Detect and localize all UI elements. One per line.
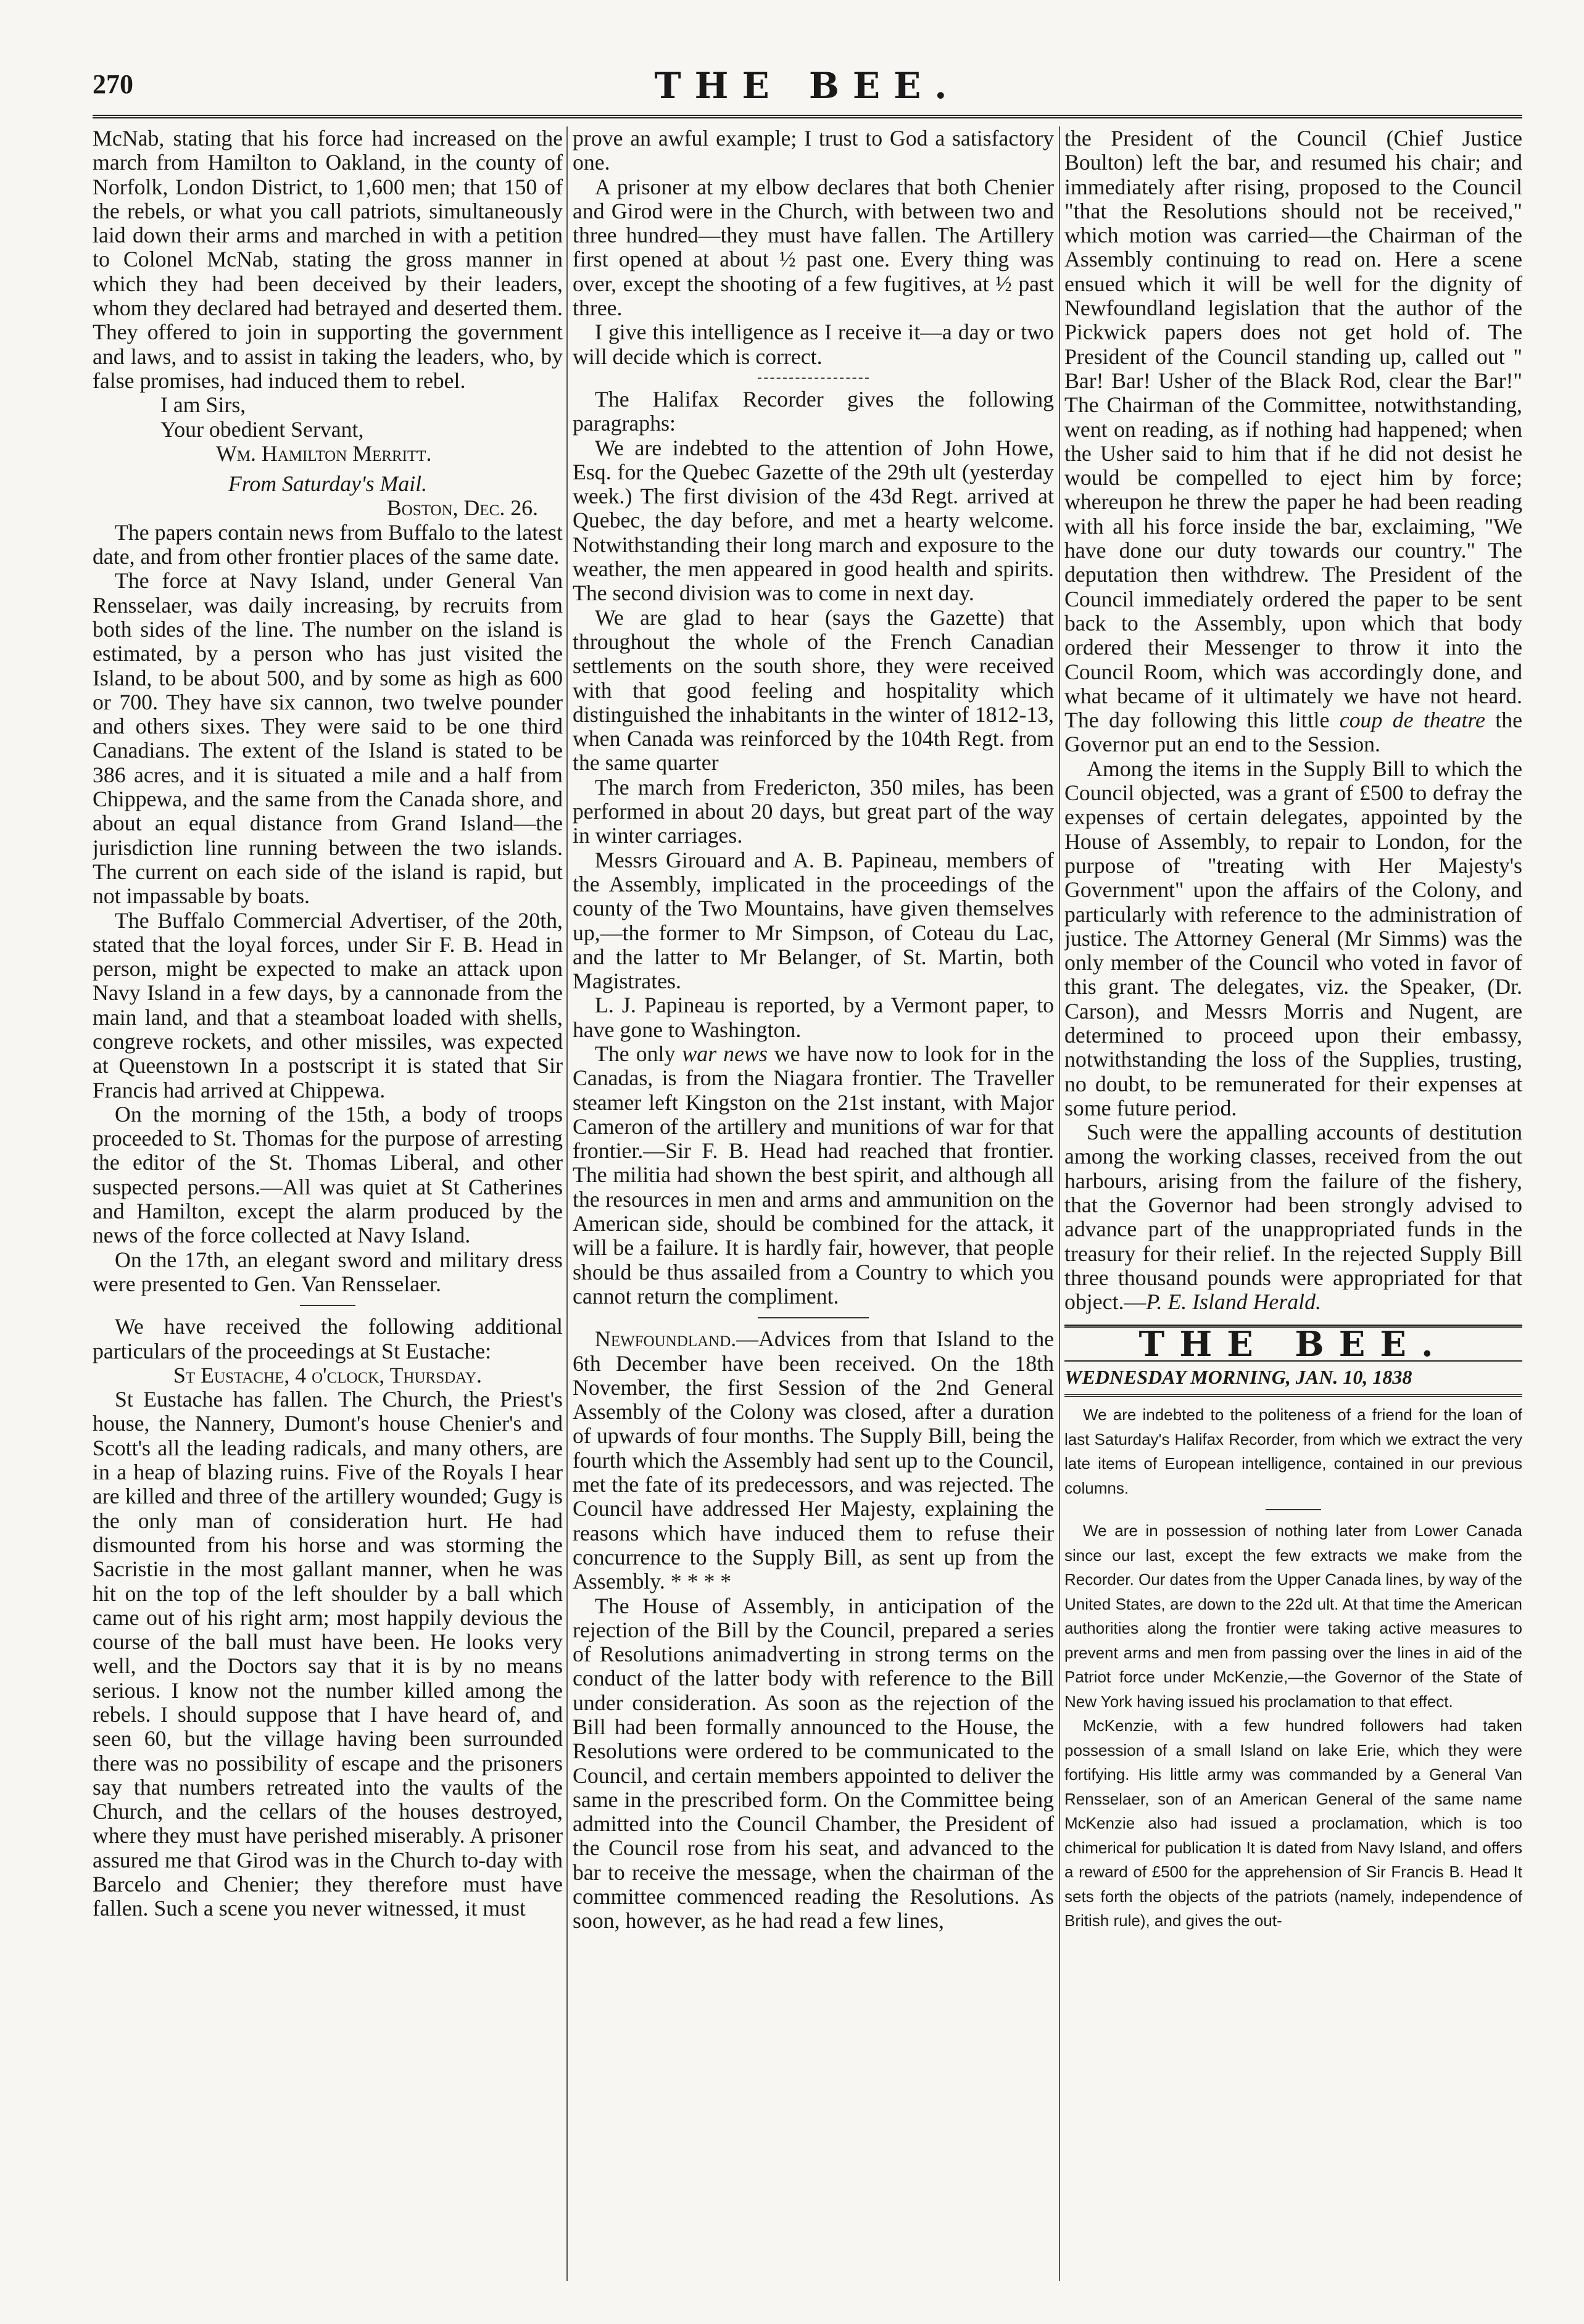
article-paragraph: The march from Fredericton, 350 miles, has been performed in about 20 days, but great part of the way in winter carriages. [573,774,1054,848]
emphasis-text: war news [682,1041,768,1066]
article-paragraph: prove an awful example; I trust to God a satisfactory one. [573,126,1054,175]
article-paragraph: Among the items in the Supply Bill to which the Council objected, was a grant of £500 to defray the expenses of certain delegates, appointed by the House of Assembly, to repair to London, for the purpose of "treating with Her Majesty's Government" upon the affairs of the Colony, and particularly with reference to the administration of justice. The Attorney General (Mr Simms) was the only member of the Council who voted in favor of this grant. The delegates, viz. the Speaker, (Dr. Carson), and Messrs Morris and Nugent, are determined to proceed upon their embassy, notwithstanding the loss of the Supplies, trusting, no doubt, to be remunerated for their expenses at some future period. [1064,756,1522,1120]
masthead [93,65,1522,108]
text-run: Such were the appalling accounts of destitution among the working classes, received from the out harbours, arising from the failure of the fishery, that the Governor had been strongly advised to advance part of the unappropriated funds in the treasury for their relief. In the rejected Supply Bill three thousand pounds were appropriated for that object.— [1064,1120,1522,1315]
column-2 [573,126,1054,2287]
separator-rule [758,1317,869,1318]
article-paragraph: L. J. Papineau is reported, by a Vermont paper, to have gone to Washington. [573,993,1054,1042]
emphasis-text: coup de theatre [1339,708,1485,733]
issue-dateline: WEDNESDAY MORNING, JAN. 10, 1838 [1064,1365,1522,1397]
column-3 [1064,126,1522,2287]
column-1 [93,126,563,2287]
article-lead: Newfoundland. [595,1326,737,1352]
separator-rule [1266,1509,1321,1510]
editorial-paragraph: We are in possession of nothing later from Lower Canada since our last, except the few extracts we make from the Recorder. Our dates from the Upper Canada lines, by way of the United States, are down to the 22d ult. At that time the American authorities along the frontier were taking active measures to prevent arms and men from passing over the lines in aid of the Patriot force under McKenzie,—the Governor of the State of New York having issued his proclamation to that effect. [1064,1521,1522,1711]
article-paragraph: We are glad to hear (says the Gazette) that throughout the whole of the French Canadian settlements on the south shore, they were received with that good feeling and hospitality which distinguished the inhabitants in the winter of 1812-13, when Canada was reinforced by the 104th Regt. from the same quarter [573,605,1054,775]
article-paragraph: The Halifax Recorder gives the following paragraphs: [573,386,1054,436]
column-rule [1059,126,1060,2281]
editorial-masthead: THE BEE. [1064,1325,1522,1362]
article-paragraph [573,1327,1054,1594]
journal-title: THE BEE. [654,65,961,107]
page-number: 270 [93,69,133,99]
letter-closing: I am Sirs, [160,392,246,418]
editorial-section [1064,1403,1522,1933]
letter-signature: Wm. Hamilton Merritt. [216,440,432,466]
dateline: St Eustache, 4 o'clock, Thursday. [173,1362,482,1387]
editorial-paragraph: We are indebted to the politeness of a friend for the loan of last Saturday's Halifax Recorder, from which we extract the very late items of European intelligence, contained in our previous columns. [1064,1405,1522,1497]
article-paragraph: We have received the following additional particulars of the proceedings at St Eustache: [93,1314,563,1363]
header-rule [93,115,1522,118]
article-paragraph: Messrs Girouard and A. B. Papineau, members of the Assembly, implicated in the proceedings of the county of the Two Mountains, have given themselves up,—the former to Mr Simpson, of Coteau du Lac, and the latter to Mr Belanger, of St. Martin, both Magistrates. [573,847,1054,994]
letter-closing: Your obedient Servant, [160,416,364,442]
text-run: The only [595,1041,682,1066]
article-paragraph: I give this intelligence as I receive it—a day or two will decide which is correct. [573,320,1054,369]
article-source: P. E. Island Herald. [1146,1289,1321,1315]
editorial-paragraph: McKenzie, with a few hundred followers had taken possession of a small Island on lake Erie, which they were fortifying. His little army was commanded by a General Van Rensselaer, son of an American General of the same name McKenzie also had issued a proclamation, which is too chimerical for publication It is dated from Navy Island, and offers a reward of £500 for the apprehension of Sir Francis B. Head It sets forth the objects of the patriots (namely, independence of British rule), and gives the out- [1064,1716,1522,1930]
article-paragraph: The papers contain news from Buffalo to the latest date, and from other frontier places of the same date. [93,519,563,569]
section-heading: From Saturday's Mail. [228,471,428,497]
article-paragraph: St Eustache has fallen. The Church, the Priest's house, the Nannery, Dumont's house Chenier's and Scott's all the leading radicals, and many others, are in a heap of blazing ruins. Five of the Royals I hear are killed and three of the artillery wounded; Gugy is the only man of consideration hurt. He had dismounted from his horse and was storming the Sacristie in the most gallant manner, when he was hit on the top of the left shoulder by a ball which came out of his right arm; most happily devious the course of the ball must have been. He looks very well, and the Doctors say that it is by no means serious. I know not the number killed among the rebels. I should suppose that I have heard of, and seen 60, but the village having been surrounded there was no possibility of escape and the prisoners say that numbers retreated into the vaults of the Church, and the cellars of the houses destroyed, where they must have perished miserably. A prisoner assured me that Girod was in the Church to-day with Barcelo and Chenier; they therefore must have fallen. Such a scene you never witnessed, it must [93,1387,563,1921]
text-run: the Governor put an end to the Session. [1064,708,1522,757]
text-run: we have now to look for in the Canadas, is from the Niagara frontier. The Traveller steamer left Kingston on the 21st instant, with Major Cameron of the artillery and munitions of war for that frontier.—Sir F. B. Head had reached that frontier. The militia had shown the best spirit, and although all the resources in men and arms and ammunition on the American side, should be combined for the attack, it will be a failure. It is hardly fair, however, that people should be thus assailed from a Country to which you cannot return the compliment. [573,1041,1054,1309]
separator-rule [300,1305,355,1306]
article-paragraph: On the morning of the 15th, a body of troops proceeded to St. Thomas for the purpose of arresting the editor of the St. Thomas Liberal, and other suspected persons.—All was quiet at St Catherines and Hamilton, except the alarm produced by the news of the force collected at Navy Island. [93,1101,563,1248]
article-paragraph: On the 17th, an elegant sword and military dress were presented to Gen. Van Rensselaer. [93,1247,563,1296]
separator-rule [758,378,869,379]
article-paragraph: We are indebted to the attention of John Howe, Esq. for the Quebec Gazette of the 29th ult (yesterday week.) The first division of the 43d Regt. arrived at Quebec, the day before, and met a hearty welcome. Notwithstanding their long march and exposure to the weather, the men appeared in good health and spirits. The second division was to come in next day. [573,435,1054,606]
article-paragraph: A prisoner at my elbow declares that both Chenier and Girod were in the Church, with between two and three hundred—they must have fallen. The Artillery first opened at about ½ past one. Every thing was over, except the shooting of a few fugitives, at ½ past three. [573,174,1054,321]
text-run: the President of the Council (Chief Justice Boulton) left the bar, and resumed his chair; and immediately after rising, proposed to the Council "that the Resolutions should not be received," which motion was carried—the Chairman of the Assembly continuing to read on. Here a scene ensued which it will be well for the dignity of Newfoundland legislation that the author of the Pickwick papers does not get hold of. The President of the Council standing up, called out " Bar! Bar! Usher of the Black Rod, clear the Bar!" The Chairman of the Committee, notwithstanding, went on reading, as if nothing had happened; when the Usher said to him that if he did not desist he would be compelled to eject him by force; whereupon he threw the paper he had been reading with all his force inside the bar, exclaiming, "We have done our duty towards our country." The deputation then withdrew. The President of the Council immediately ordered the paper to be sent back to the Assembly, upon which that body ordered their Messenger to throw it into the Council Room, which was accordingly done, and what became of it ultimately we have not heard. The day following this little [1064,126,1522,733]
dateline: Boston, Dec. 26. [386,495,538,521]
article-paragraph [573,1042,1054,1309]
article-paragraph [1064,126,1522,757]
column-rule [566,126,568,2281]
article-paragraph: McNab, stating that his force had increased on the march from Hamilton to Oakland, in the county of Norfolk, London District, to 1,600 men; that 150 of the rebels, or what you call patriots, simultaneously laid down their arms and marched in with a petition to Colonel McNab, stating the gross manner in which they had been deceived by their leaders, whom they declared had betrayed and deserted them. They offered to join in supporting the government and laws, and to assist in taking the leaders, who, by false promises, had induced them to rebel. [93,126,563,393]
article-paragraph: The Buffalo Commercial Advertiser, of the 20th, stated that the loyal forces, under Sir F. B. Head in person, might be expected to make an attack upon Navy Island in a few days, by a cannonade from the main land, and that a steamboat loaded with shells, congreve rockets, and other missiles, was expected at Queenstown In a postscript it is stated that Sir Francis had arrived at Chippewa. [93,908,563,1102]
article-paragraph: The force at Navy Island, under General Van Rensselaer, was daily increasing, by recruits from both sides of the line. The number on the island is estimated, by a person who has just visited the Island, to be about 500, and by some as high as 600 or 700. They have six cannon, two twelve pounder and others sixes. They were said to be one third Canadians. The extent of the Island is stated to be 386 acres, and it is situated a mile and a half from Chippewa, and the same from the Canada shore, and about an equal distance from Grand Island—the jurisdiction line running between the two islands. The current on each side of the island is rapid, but not impassable by boats. [93,568,563,909]
text-run: —Advices from that Island to the 6th December have been received. On the 18th November, the first Session of the 2nd General Assembly of the Colony was closed, after a duration of upwards of four months. The Supply Bill, being the fourth which the Assembly had sent up to the Council, met the fate of its predecessors, and was rejected. The Council have addressed Her Majesty, explaining the reasons which have induced them to refuse their concurrence to the Supply Bill, as sent up from the Assembly. * * * * [573,1326,1054,1594]
article-paragraph: The House of Assembly, in anticipation of the rejection of the Bill by the Council, prepared a series of Resolutions animadverting in strong terms on the conduct of the latter body with reference to the Bill under consideration. As soon as the rejection of the Bill had been formally announced to the House, the Resolutions were ordered to be communicated to the Council, and certain members appointed to deliver the same in the prescribed form. On the Committee being admitted into the Council Chamber, the President of the Council rose from his seat, and advanced to the bar to receive the message, when the chairman of the committee commenced reading the Resolutions. As soon, however, as he had read a few lines, [573,1593,1054,1933]
article-paragraph [1064,1120,1522,1314]
